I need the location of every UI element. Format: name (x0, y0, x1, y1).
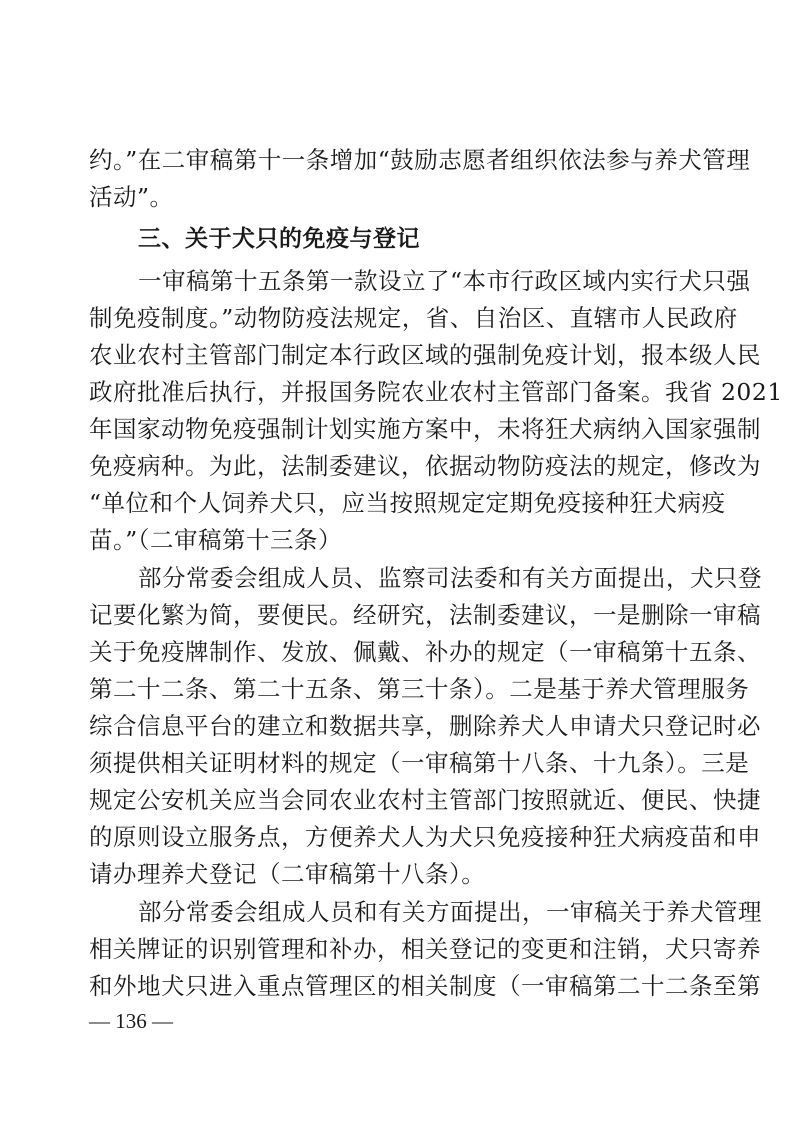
paragraph-line: 部分常委会组成人员、监察司法委和有关方面提出，犬只登 (138, 564, 762, 592)
paragraph-line: 综合信息平台的建立和数据共享，删除养犬人申请犬只登记时必 (89, 712, 761, 740)
paragraph-line: 规定公安机关应当会同农业农村主管部门按照就近、便民、快捷 (89, 786, 761, 814)
paragraph-line: 第二十二条、第二十五条、第三十条）。二是基于养犬管理服务 (89, 675, 750, 703)
paragraph-line: 记要化繁为简，要便民。经研究，法制委建议，一是删除一审稿 (89, 601, 761, 629)
paragraph-line: 制免疫制度。”动物防疫法规定，省、自治区、直辖市人民政府 (89, 304, 738, 332)
paragraph-line: 和外地犬只进入重点管理区的相关制度（一审稿第二十二条至第 (89, 972, 761, 1000)
paragraph-line: 苗。”（二审稿第十三条） (89, 526, 343, 554)
paragraph-line: “单位和个人饲养犬只，应当按照规定定期免疫接种狂犬病疫 (89, 489, 726, 517)
paragraph-line: 部分常委会组成人员和有关方面提出，一审稿关于养犬管理 (138, 898, 762, 926)
paragraph-line: 免疫病种。为此，法制委建议，依据动物防疫法的规定，修改为 (89, 452, 761, 480)
paragraph-line: 请办理养犬登记（二审稿第十八条）。 (89, 860, 486, 888)
paragraph-line: 须提供相关证明材料的规定（一审稿第十八条、十九条）。三是 (89, 749, 750, 777)
paragraph-line: 约。”在二审稿第十一条增加“鼓励志愿者组织依法参与养犬管理 (89, 146, 751, 174)
paragraph-line: 一审稿第十五条第一款设立了“本市行政区域内实行犬只强 (138, 267, 751, 295)
paragraph-line: 农业农村主管部门制定本行政区域的强制免疫计划，报本级人民 (89, 341, 761, 369)
section-heading: 三、关于犬只的免疫与登记 (138, 226, 420, 252)
paragraph-line: 相关牌证的识别管理和补办，相关登记的变更和注销，犬只寄养 (89, 935, 761, 963)
paragraph-line: 关于免疫牌制作、发放、佩戴、补办的规定（一审稿第十五条、 (89, 638, 761, 666)
paragraph-line: 活动”。 (89, 183, 174, 211)
paragraph-line: 政府批准后执行，并报国务院农业农村主管部门备案。我省 2021 (89, 378, 783, 406)
paragraph-line: 的原则设立服务点，方便养犬人为犬只免疫接种狂犬病疫苗和申 (89, 823, 761, 851)
paragraph-line: 年国家动物免疫强制计划实施方案中，未将狂犬病纳入国家强制 (89, 415, 761, 443)
page-number: — 136 — (89, 1009, 173, 1033)
